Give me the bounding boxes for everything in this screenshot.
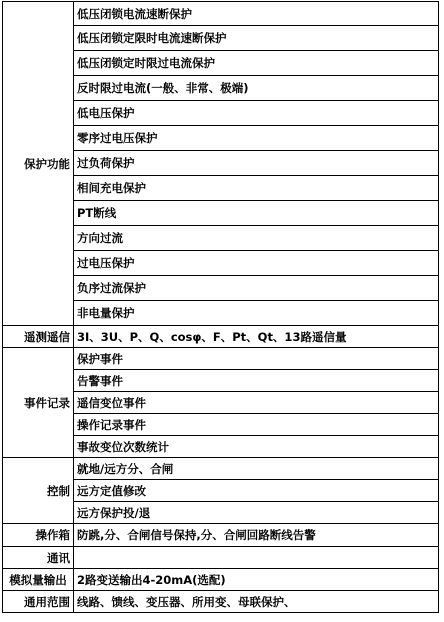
item-cell: 反时限过电流(一般、非常、极端) — [74, 76, 439, 101]
item-cell: 就地/远方分、合闸 — [74, 458, 439, 480]
item-cell: 保护事件 — [74, 348, 439, 370]
category-cell: 事件记录 — [3, 348, 74, 458]
category-cell: 通用范围 — [3, 591, 74, 613]
category-cell: 遥测遥信 — [3, 326, 74, 348]
item-cell: 3I、3U、P、Q、cosφ、F、Pt、Qt、13路遥信量 — [74, 326, 439, 348]
item-cell: 相间充电保护 — [74, 176, 439, 201]
spec-table-body — [3, 2, 439, 613]
spec-table — [2, 1, 439, 613]
category-cell: 控制 — [3, 458, 74, 524]
item-cell: 低压闭锁定限时电流速断保护 — [74, 26, 439, 51]
item-cell: 操作记录事件 — [74, 414, 439, 436]
table-row — [3, 2, 439, 26]
table-row — [3, 348, 439, 370]
item-cell: 低电压保护 — [74, 101, 439, 126]
table-row — [3, 569, 439, 591]
item-cell — [74, 547, 439, 569]
item-cell: 低压闭锁定时限过电流保护 — [74, 51, 439, 76]
item-cell: 低压闭锁电流速断保护 — [74, 2, 439, 26]
item-cell: 方向过流 — [74, 226, 439, 251]
item-cell: 2路变送输出4-20mA(选配) — [74, 569, 439, 591]
category-cell: 保护功能 — [3, 2, 74, 326]
category-cell: 模拟量输出 — [3, 569, 74, 591]
item-cell: 非电量保护 — [74, 301, 439, 326]
table-row — [3, 591, 439, 613]
item-cell: 负序过流保护 — [74, 276, 439, 301]
item-cell: 远方定值修改 — [74, 480, 439, 502]
category-cell: 操作箱 — [3, 524, 74, 547]
item-cell: 防跳,分、合闸信号保持,分、合闸回路断线告警 — [74, 524, 439, 547]
table-row — [3, 524, 439, 547]
item-cell: 线路、馈线、变压器、所用变、母联保护、 — [74, 591, 439, 613]
item-cell: 告警事件 — [74, 370, 439, 392]
item-cell: 远方保护投/退 — [74, 502, 439, 524]
item-cell: PT断线 — [74, 201, 439, 226]
table-row — [3, 326, 439, 348]
item-cell: 遥信变位事件 — [74, 392, 439, 414]
item-cell: 过负荷保护 — [74, 151, 439, 176]
item-cell: 过电压保护 — [74, 251, 439, 276]
item-cell: 事故变位次数统计 — [74, 436, 439, 458]
item-cell: 零序过电压保护 — [74, 126, 439, 151]
table-row — [3, 458, 439, 480]
table-row — [3, 547, 439, 569]
category-cell: 通讯 — [3, 547, 74, 569]
